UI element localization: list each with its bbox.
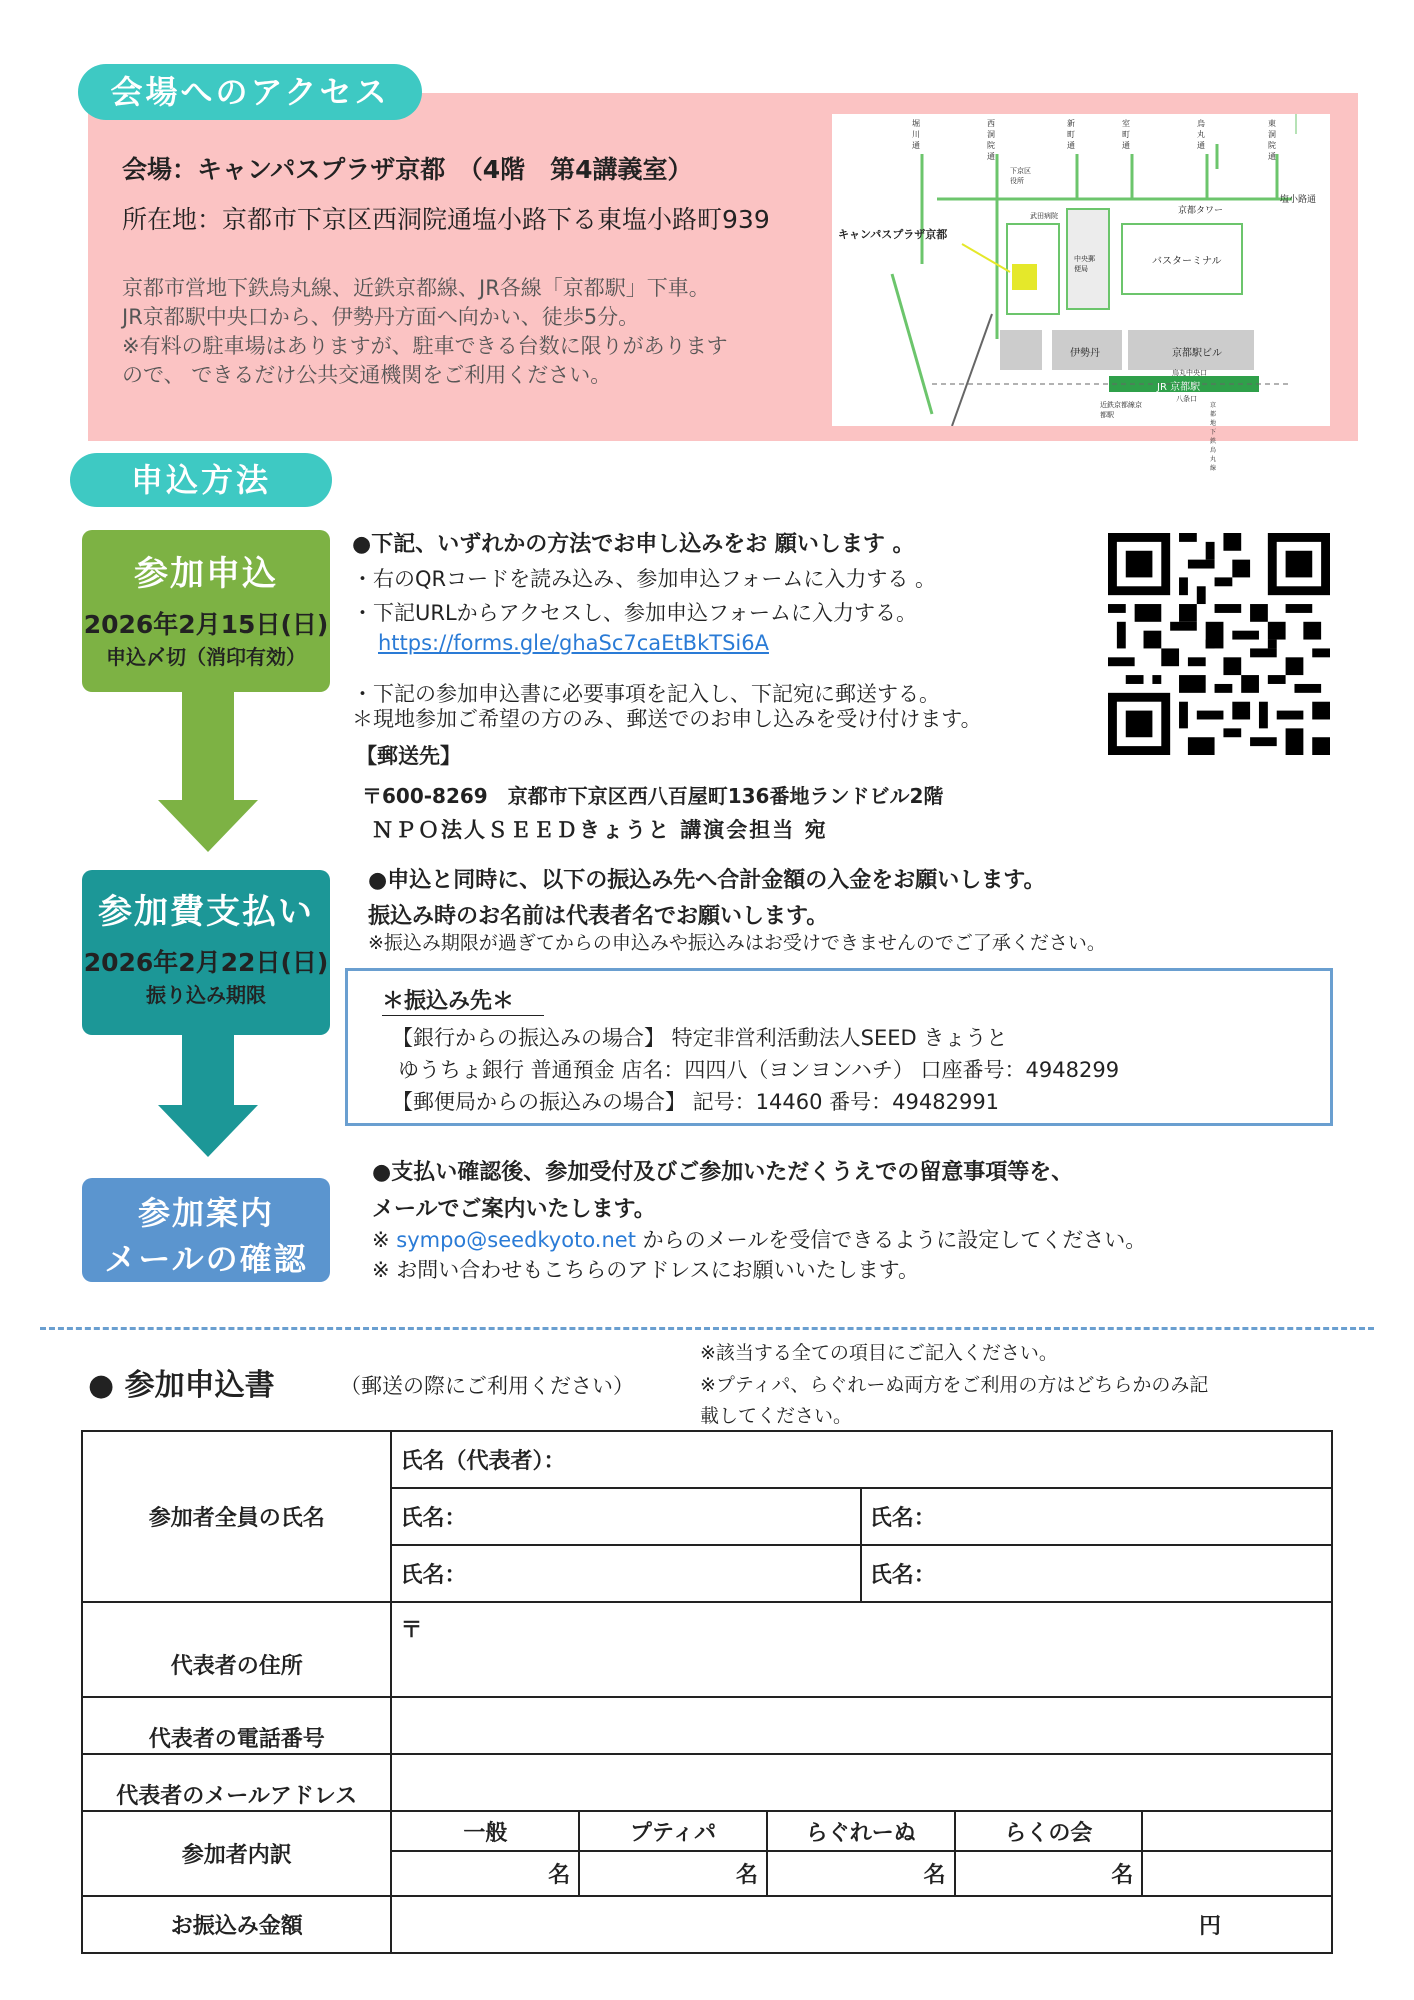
cat-general: 一般 [391,1811,579,1851]
s1-line-3: ・下記の参加申込書に必要事項を記入し、下記宛に郵送する。 [352,682,940,706]
access-section-title: 会場へのアクセス [78,64,422,120]
form-instruction-3: 載してください。 [700,1405,853,1427]
qr-code[interactable] [1108,533,1330,755]
s2-line-2: 振込み時のお名前は代表者名でお願いします。 [368,904,829,929]
step-2-arrow-head [158,1105,258,1157]
venue-text: 会場：キャンパスプラザ京都 （4階 第4講義室） [122,155,693,184]
contact-email-link[interactable]: sympo@seedkyoto.net [396,1228,636,1252]
address-field[interactable]: 〒 [391,1602,1332,1697]
step-2-box [82,870,330,1035]
step-1-label: 参加申込 [134,554,278,594]
form-title: ● 参加申込書 [88,1368,275,1403]
step-1-sub: 申込〆切（消印有効） [106,645,306,669]
count-rakunokai[interactable]: 名 [955,1851,1143,1896]
cat-petitpas: プティパ [579,1811,767,1851]
step-2-arrow-shaft [182,1035,234,1107]
phone-field[interactable] [391,1697,1332,1754]
step-2-label: 参加費支払い [98,892,314,932]
s2-line-3: ※振込み期限が過ぎてからの申込みや振込みはお受けできませんのでご了承ください。 [368,932,1106,954]
email-label: 代表者のメールアドレス [82,1754,391,1811]
s3-line-2: メールでご案内いたします。 [372,1197,656,1222]
map-label-ekibiru: 京都駅ビル [1172,348,1222,359]
step-3-label-2: メールの確認 [104,1240,308,1278]
s3-line-3-suffix: からのメールを受信できるように設定してください。 [635,1228,1147,1252]
step-1-arrow-shaft [182,692,234,802]
apply-section-title: 申込方法 [70,453,332,507]
directions-line-4: ので、 できるだけ公共交通機関をご利用ください。 [122,363,612,387]
s1-line-1: ・右のQRコードを読み込み、参加申込フォームに入力する 。 [352,567,937,591]
step-1-arrow-head [158,800,258,852]
count-lagrene[interactable]: 名 [767,1851,955,1896]
rep-name-field[interactable]: 氏名（代表者）： [391,1431,1332,1488]
form-note: （郵送の際にご利用ください） [340,1374,634,1398]
s1-line-4: ＊現地参加ご希望の方のみ、郵送でのお申し込みを受け付けます。 [352,707,982,731]
map-label-street-2: 西洞院通 [987,119,995,161]
step-1-box [82,530,330,692]
map-label-campus: キャンパスプラザ京都 [838,228,948,241]
bank-line-1: 【銀行からの振込みの場合】 特定非営利活動法人SEED きょうと [392,1026,1008,1050]
participant-name-field-4[interactable]: 氏名： [861,1545,1332,1602]
directions-line-3: ※有料の駐車場はありますが、駐車できる台数に限りがあります [122,334,728,358]
participant-name-field-2[interactable]: 氏名： [861,1488,1332,1545]
count-empty [1142,1851,1332,1896]
directions-line-1: 京都市営地下鉄烏丸線、近鉄京都線、JR各線「京都駅」下車。 [122,276,710,300]
cat-lagrene: らぐれーぬ [767,1811,955,1851]
cat-empty [1142,1811,1332,1851]
map-label-station: JR 京都駅 [1157,382,1201,393]
step-2-sub: 振り込み期限 [146,983,266,1007]
map-label-shiokoji: 塩小路通 [1280,195,1317,205]
s3-line-3 [372,1224,1146,1254]
address-text: 所在地：京都市下京区西洞院通塩小路下る東塩小路町939 [122,205,770,234]
form-instruction-2: ※プティパ、らぐれーぬ両方をご利用の方はどちらかのみ記 [700,1374,1209,1396]
map-label-isetan: 伊勢丹 [1070,348,1100,359]
step-3-label-1: 参加案内 [137,1194,274,1232]
map-label-kuyakusho: 下京区役所 [1010,167,1031,185]
mail-label: 【郵送先】 [356,744,461,768]
participant-name-field-1[interactable]: 氏名： [391,1488,860,1545]
bank-title: ＊振込み先＊ [382,984,544,1016]
s3-line-4: ※ お問い合わせもこちらのアドレスにお願いいたします。 [372,1258,919,1282]
phone-label: 代表者の電話番号 [82,1697,391,1754]
map-label-karasuma: 烏丸中央口 [1172,369,1207,377]
cat-rakunokai: らくの会 [955,1811,1143,1851]
mail-recipient: ＮＰＯ法人ＳＥＥＤきょうと 講演会担当 宛 [372,818,828,842]
yen-unit: 円 [1198,1914,1221,1939]
form-url-link[interactable]: https://forms.gle/ghaSc7caEtBkTSi6A [378,631,769,655]
s1-line-2: ・下記URLからアクセスし、参加申込フォームに入力する。 [352,601,917,625]
map-label-street-5: 烏丸通 [1197,119,1205,150]
map-label-bus: バスターミナル [1152,256,1222,267]
count-general[interactable]: 名 [391,1851,579,1896]
s1-heading: ●下記、いずれかの方法でお申し込みをお 願いします 。 [352,532,915,557]
s2-line-1: ●申込と同時に、以下の振込み先へ合計金額の入金をお願いします。 [368,868,1046,893]
map-label-street-4: 室町通 [1122,119,1130,150]
map-label-post: 中央郵便局 [1074,255,1095,273]
bank-line-3: 【郵便局からの振込みの場合】 記号：14460 番号：49482991 [392,1090,1000,1114]
map-label-hachijo: 八条口 [1176,395,1197,403]
step-3-box [82,1178,330,1282]
step-1-date: 2026年2月15日(日) [83,610,329,639]
application-form-table [81,1430,1333,1954]
map-label-street-6: 東洞院通 [1268,119,1276,161]
directions-line-2: JR京都駅中央口から、伊勢丹方面へ向かい、徒歩5分。 [122,305,640,329]
access-map [832,114,1330,472]
map-label-street-1: 堀川通 [912,119,920,150]
s3-line-3-prefix: ※ [372,1228,397,1252]
bank-line-2: ゆうちょ銀行 普通預金 店名：四四八（ヨンヨンハチ） 口座番号：4948299 [398,1058,1120,1082]
map-label-kintetsu: 近鉄京都線京都駅 [1100,401,1142,419]
amount-field[interactable] [391,1896,1332,1953]
map-label-street-3: 新町通 [1067,119,1075,150]
participant-name-field-3[interactable]: 氏名： [391,1545,860,1602]
names-label: 参加者全員の氏名 [82,1431,391,1602]
step-2-date: 2026年2月22日(日) [83,948,329,977]
map-label-tower: 京都タワー [1178,206,1224,216]
mail-address: 〒600-8269 京都市下京区西八百屋町136番地ランドビル2階 [362,784,944,808]
s3-line-1: ●支払い確認後、参加受付及びご参加いただくうえでの留意事項等を、 [372,1160,1074,1185]
count-petitpas[interactable]: 名 [579,1851,767,1896]
form-instruction-1: ※該当する全ての項目にご記入ください。 [700,1342,1058,1364]
address-label: 代表者の住所 [82,1602,391,1697]
amount-label: お振込み金額 [82,1896,391,1953]
email-field[interactable] [391,1754,1332,1811]
map-label-takeda: 武田病院 [1030,212,1058,220]
breakdown-label: 参加者内訳 [82,1811,391,1896]
map-label-subway: 京都地下鉄烏丸線 [1210,402,1217,472]
cut-line-divider [40,1327,1374,1330]
